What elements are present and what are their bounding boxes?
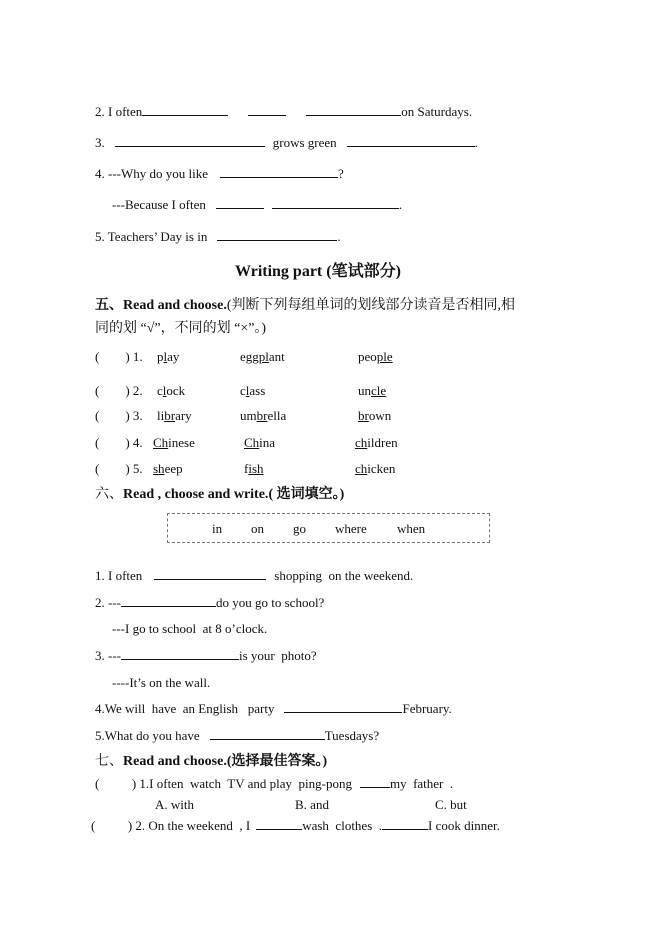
choice-option-a[interactable]: A. with bbox=[155, 797, 194, 812]
phonics-word bbox=[240, 408, 286, 424]
row-answer-bracket[interactable]: ( ) 4. bbox=[95, 435, 143, 450]
phonics-word bbox=[157, 408, 192, 424]
answer-blank[interactable] bbox=[248, 104, 286, 116]
section-6-number: 六、 bbox=[95, 487, 123, 502]
word-part: ina bbox=[259, 435, 276, 450]
q4-answer-text: ---Because I often bbox=[112, 197, 206, 212]
choice-question-1 bbox=[95, 776, 453, 792]
fill-q3-end: is your photo? bbox=[239, 648, 317, 663]
underlined-part: Ch bbox=[244, 435, 260, 450]
word-part: ant bbox=[268, 349, 285, 364]
answer-blank[interactable] bbox=[347, 135, 475, 147]
question-2 bbox=[95, 104, 472, 120]
row-answer-bracket[interactable]: ( ) 1. bbox=[95, 349, 146, 364]
fill-question-3-answer: ----It’s on the wall. bbox=[112, 675, 211, 690]
word-part: icken bbox=[367, 461, 396, 476]
underlined-part: Ch bbox=[153, 435, 169, 450]
phonics-word bbox=[157, 383, 185, 399]
underlined-part: br bbox=[164, 408, 176, 423]
fill-question-3 bbox=[95, 648, 317, 664]
section-5-title: 五、Read and choose. bbox=[95, 298, 227, 313]
underlined-part: l bbox=[245, 383, 250, 398]
fill-q5-text: 5.What do you have bbox=[95, 728, 200, 743]
row-answer-bracket[interactable]: ( ) 2. bbox=[95, 383, 146, 398]
q2-text: 2. I often bbox=[95, 104, 143, 119]
answer-blank[interactable] bbox=[121, 648, 239, 660]
choice-q1-text: ( ) 1.I often watch TV and play ping-pong bbox=[95, 776, 352, 791]
phonics-word bbox=[358, 383, 386, 399]
fill-q1-text: 1. I often bbox=[95, 568, 143, 583]
phonics-word bbox=[358, 408, 391, 424]
fill-q3-text: 3. --- bbox=[95, 648, 121, 663]
answer-blank[interactable] bbox=[115, 135, 265, 147]
choice-option-b[interactable]: B. and bbox=[295, 797, 329, 812]
question-4-answer bbox=[112, 197, 402, 213]
answer-blank[interactable] bbox=[220, 166, 338, 178]
row-answer-bracket[interactable]: ( ) 3. bbox=[95, 408, 146, 423]
word-part: p bbox=[157, 349, 164, 364]
answer-blank[interactable] bbox=[217, 229, 337, 241]
word-part: ock bbox=[166, 383, 186, 398]
q5-end: . bbox=[337, 229, 341, 244]
question-3 bbox=[95, 135, 478, 151]
fill-q4-end: February. bbox=[402, 701, 452, 716]
answer-blank[interactable] bbox=[142, 104, 228, 116]
answer-blank[interactable] bbox=[121, 595, 216, 607]
section-5-instruction: (判断下列每组单词的划线部分读音是否相同,相 bbox=[226, 298, 516, 313]
phonics-word bbox=[240, 383, 265, 399]
answer-blank[interactable] bbox=[382, 818, 428, 830]
fill-q2-text: 2. --- bbox=[95, 595, 121, 610]
choice-q2-text: ( ) 2. On the weekend , I bbox=[91, 818, 251, 833]
underlined-part: pl bbox=[258, 349, 269, 364]
section-7-instruction: (选择最佳答案。) bbox=[226, 754, 328, 769]
section-7-title: Read and choose. bbox=[123, 754, 227, 769]
word-part: eep bbox=[164, 461, 183, 476]
phonics-word bbox=[153, 461, 183, 477]
underlined-part: sh bbox=[153, 461, 165, 476]
fill-question-2-answer: ---I go to school at 8 o’clock. bbox=[112, 621, 268, 636]
word-part: ay bbox=[167, 349, 180, 364]
word-part: ildren bbox=[367, 435, 398, 450]
section-7-heading bbox=[95, 753, 327, 771]
fill-question-4 bbox=[95, 701, 452, 717]
word-part: un bbox=[358, 383, 371, 398]
phonics-word bbox=[358, 349, 393, 365]
q3-text: grows green bbox=[272, 135, 337, 150]
choice-q1-end: my father . bbox=[389, 776, 454, 791]
word-part: c bbox=[157, 383, 163, 398]
phonics-word bbox=[355, 435, 398, 451]
underlined-part: ch bbox=[355, 435, 368, 450]
answer-blank[interactable] bbox=[216, 197, 264, 209]
answer-blank[interactable] bbox=[272, 197, 399, 209]
question-4 bbox=[95, 166, 344, 182]
underlined-part: ch bbox=[355, 461, 368, 476]
fill-q2-end: do you go to school? bbox=[216, 595, 325, 610]
fill-question-1 bbox=[95, 568, 413, 584]
underlined-part: br bbox=[256, 408, 268, 423]
q4-answer-end: . bbox=[398, 197, 403, 212]
word-part: peo bbox=[358, 349, 377, 364]
word-part: ass bbox=[249, 383, 266, 398]
phonics-word bbox=[244, 461, 264, 477]
word-bank-item: go bbox=[293, 521, 306, 536]
section-5-heading bbox=[95, 297, 515, 315]
underlined-part: br bbox=[358, 408, 369, 423]
q2-end: on Saturdays. bbox=[401, 104, 473, 119]
word-part: ary bbox=[175, 408, 192, 423]
q3-end: . bbox=[474, 135, 478, 150]
word-bank-item: where bbox=[335, 521, 367, 536]
word-part: li bbox=[157, 408, 165, 423]
choice-q2-mid: wash clothes . bbox=[302, 818, 383, 833]
underlined-part: ple bbox=[376, 349, 393, 364]
word-part: um bbox=[240, 408, 257, 423]
q5-text: 5. Teachers’ Day is in bbox=[95, 229, 208, 244]
word-part: own bbox=[368, 408, 392, 423]
underlined-part: l bbox=[163, 349, 168, 364]
answer-blank[interactable] bbox=[210, 728, 325, 740]
row-answer-bracket[interactable]: ( ) 5. bbox=[95, 461, 143, 476]
answer-blank[interactable] bbox=[360, 776, 390, 788]
q3-num: 3. bbox=[95, 135, 105, 150]
phonics-word bbox=[240, 349, 285, 365]
section-6-instruction: ( 选词填空。) bbox=[268, 487, 345, 502]
word-bank-item: on bbox=[251, 521, 264, 536]
q4-text: 4. ---Why do you like bbox=[95, 166, 209, 181]
underlined-part: cle bbox=[371, 383, 387, 398]
word-part: ella bbox=[267, 408, 287, 423]
section-6-heading bbox=[95, 486, 344, 504]
choice-option-c[interactable]: C. but bbox=[435, 797, 467, 812]
word-part: inese bbox=[168, 435, 195, 450]
word-part: f bbox=[244, 461, 249, 476]
underlined-part: l bbox=[162, 383, 167, 398]
choice-q2-end: I cook dinner. bbox=[428, 818, 500, 833]
answer-blank[interactable] bbox=[256, 818, 302, 830]
phonics-word bbox=[153, 435, 195, 451]
answer-blank[interactable] bbox=[306, 104, 401, 116]
word-bank-item: when bbox=[397, 521, 426, 536]
answer-blank[interactable] bbox=[284, 701, 402, 713]
answer-blank[interactable] bbox=[154, 568, 266, 580]
phonics-word bbox=[244, 435, 275, 451]
phonics-word bbox=[157, 349, 179, 365]
fill-q1-end: shopping on the weekend. bbox=[274, 568, 414, 583]
fill-q4-text: 4.We will have an English party bbox=[95, 701, 275, 716]
section-6-title: Read , choose and write. bbox=[123, 487, 269, 502]
word-part: egg bbox=[240, 349, 259, 364]
word-part: c bbox=[240, 383, 246, 398]
fill-q5-end: Tuesdays? bbox=[324, 728, 380, 743]
writing-part-title: Writing part (笔试部分) bbox=[235, 263, 401, 280]
underlined-part: ish bbox=[248, 461, 264, 476]
section-7-number: 七、 bbox=[95, 754, 123, 769]
word-bank-item: in bbox=[212, 521, 223, 536]
question-5 bbox=[95, 229, 341, 245]
q4-end: ? bbox=[338, 166, 344, 181]
fill-question-2 bbox=[95, 595, 324, 611]
section-5-instruction-line2: 同的划 “√”，不同的划 “×”。) bbox=[95, 321, 267, 336]
choice-question-2 bbox=[91, 818, 500, 834]
phonics-word bbox=[355, 461, 395, 477]
fill-question-5 bbox=[95, 728, 379, 744]
